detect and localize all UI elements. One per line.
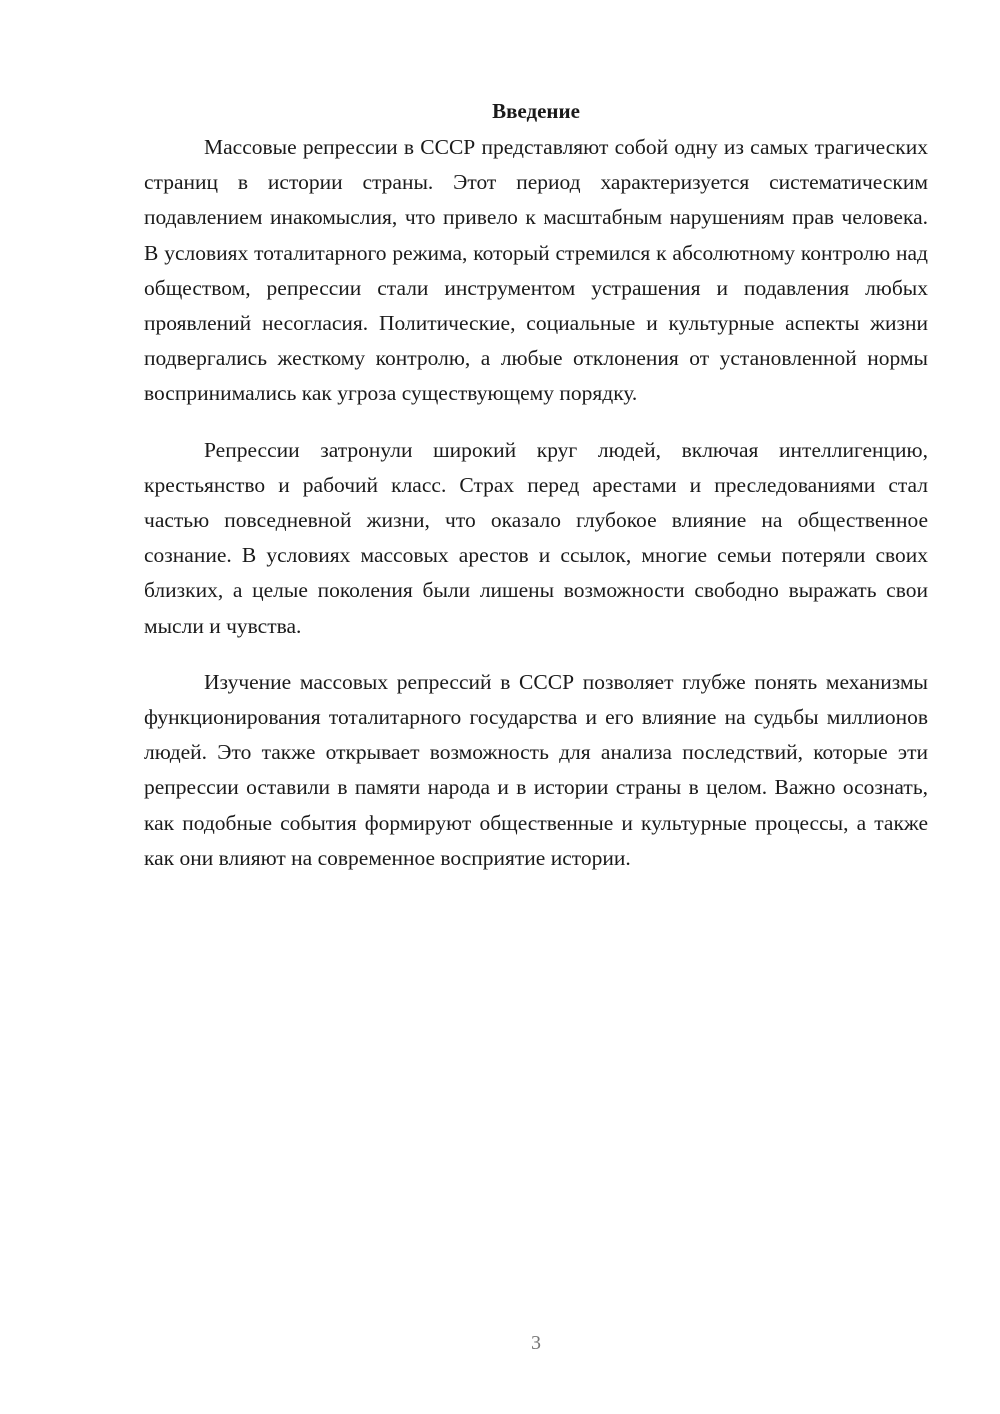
section-title: Введение: [492, 99, 580, 123]
paragraph-1: Массовые репрессии в СССР представляют собой одну из самых трагических страниц в истории страны. Этот период характеризуется систематическим подавлением инакомыслия, что привело к масштабным нарушениям прав человека. В условиях тоталитарного режима, который стремился к абсолютному контролю над обществом, репрессии стали инструментом устрашения и подавления любых проявлений несогласия. Политические, социальные и культурные аспекты жизни подвергались жесткому контролю, а любые отклонения от установленной нормы воспринимались как угроза существующему порядку.: [144, 135, 928, 406]
page-number: 3: [531, 1332, 541, 1354]
paragraph-2: Репрессии затронули широкий круг людей, включая интеллигенцию, крестьянство и рабочий класс. Страх перед арестами и преследованиями стал частью повседневной жизни, что оказало глубокое влияние на общественное сознание. В условиях массовых арестов и ссылок, многие семьи потеряли своих близких, а целые поколения были лишены возможности свободно выражать свои мысли и чувства.: [144, 437, 928, 638]
paragraph-3: Изучение массовых репрессий в СССР позволяет глубже понять механизмы функционирования тоталитарного государства и его влияние на судьбы миллионов людей. Это также открывает возможность для анализа последствий, которые эти репрессии оставили в памяти народа и в истории страны в целом. Важно осознать, как подобные события формируют общественные и культурные процессы, а также как они влияют на современное восприятие истории.: [144, 669, 928, 870]
page-content: [144, 96, 928, 897]
